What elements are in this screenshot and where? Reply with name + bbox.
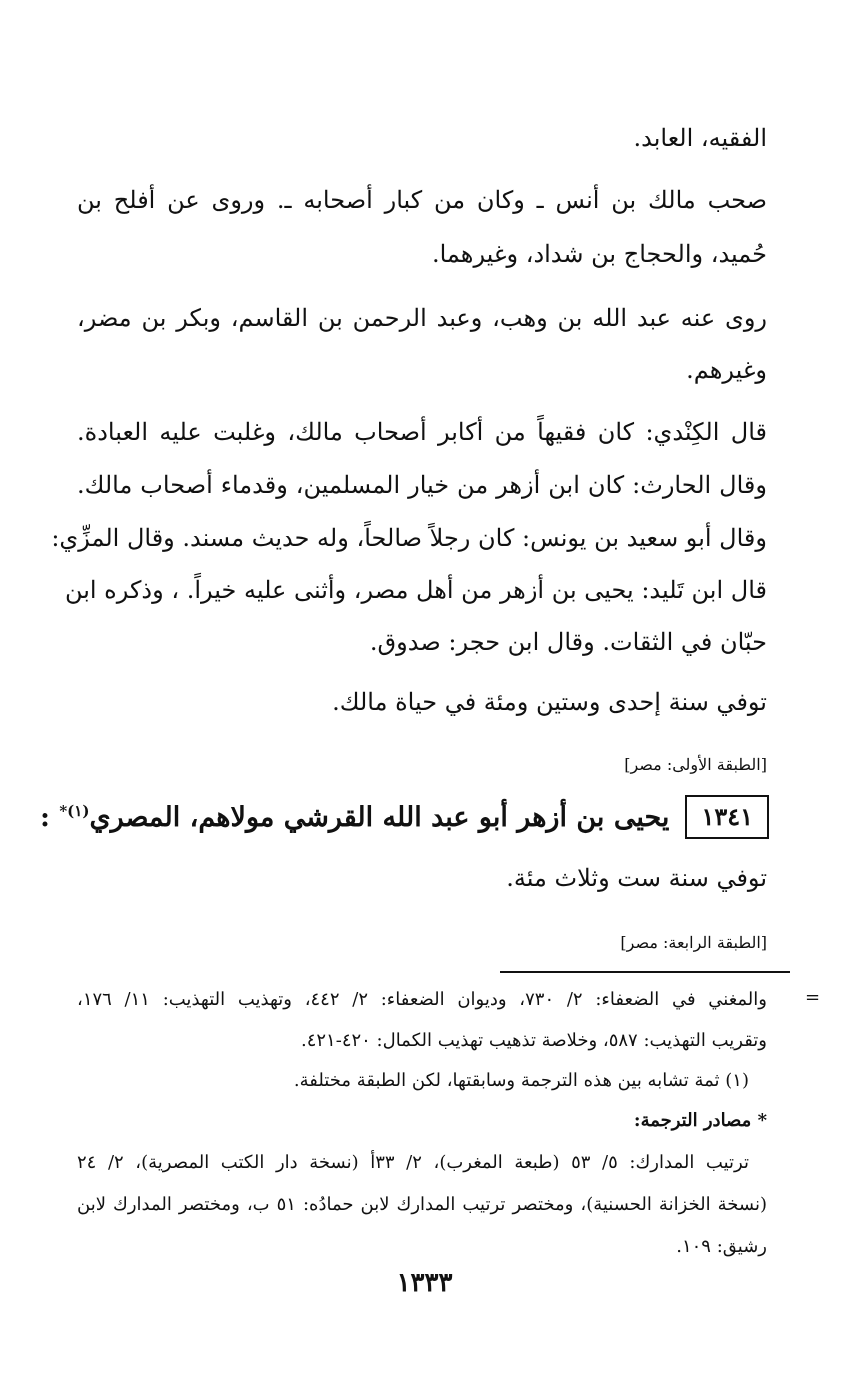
footnote-line: (نسخة الخزانة الحسنية)، ومختصر ترتيب المدارك لابن حمادُه: ٥١ ب، ومختصر المدارك لابن bbox=[77, 1194, 767, 1215]
footnote-heading: * مصادر الترجمة: bbox=[633, 1110, 767, 1131]
body-line: وغيرهم. bbox=[686, 356, 767, 384]
body-line: حبّان في الثقات. وقال ابن حجر: صدوق. bbox=[369, 628, 767, 656]
footnote-line: رشيق: ١٠٩. bbox=[676, 1236, 767, 1257]
entry-title bbox=[40, 802, 670, 833]
continuation-mark: = bbox=[805, 987, 821, 1008]
body-line: الفقيه، العابد. bbox=[633, 124, 767, 152]
tabaqa-label: [الطبقة الأولى: مصر] bbox=[624, 755, 767, 774]
body-line: حُميد، والحجاج بن شداد، وغيرهما. bbox=[431, 240, 767, 268]
body-line: وقال الحارث: كان ابن أزهر من خيار المسلمين، وقدماء أصحاب مالك. bbox=[77, 471, 767, 499]
body-line: توفي سنة إحدى وستين ومئة في حياة مالك. bbox=[332, 688, 767, 716]
entry-death: توفي سنة ست وثلاث مئة. bbox=[506, 864, 767, 892]
footnote-line: وتقريب التهذيب: ٥٨٧، وخلاصة تذهيب تهذيب الكمال: ٤٢٠-٤٢١. bbox=[300, 1030, 767, 1051]
page-number: ١٣٣٣ bbox=[396, 1268, 453, 1298]
entry-colon: : bbox=[39, 801, 50, 833]
footnote-line: ترتيب المدارك: ٥/ ٥٣ (طبعة المغرب)، ٢/ ٣٣أ (نسخة دار الكتب المصرية)، ٢/ ٢٤ bbox=[77, 1152, 749, 1173]
body-line: روى عنه عبد الله بن وهب، وعبد الرحمن بن القاسم، وبكر بن مضر، bbox=[77, 304, 767, 332]
footnote-divider bbox=[500, 971, 790, 973]
entry-number: ١٣٤١ bbox=[685, 795, 769, 839]
body-line: وقال أبو سعيد بن يونس: كان رجلاً صالحاً، وله حديث مسند. وقال المزِّي: bbox=[51, 524, 767, 552]
body-line: قال الكِنْدي: كان فقيهاً من أكابر أصحاب مالك، وغلبت عليه العبادة. bbox=[77, 418, 767, 446]
tabaqa-label: [الطبقة الرابعة: مصر] bbox=[620, 933, 767, 952]
entry-heading bbox=[39, 795, 769, 839]
footnote-marker: (١)* bbox=[59, 801, 90, 820]
footnote-line: والمغني في الضعفاء: ٢/ ٧٣٠، وديوان الضعفاء: ٢/ ٤٤٢، وتهذيب التهذيب: ١١/ ١٧٦، bbox=[77, 989, 767, 1010]
body-line: صحب مالك بن أنس ـ وكان من كبار أصحابه ـ. وروى عن أفلح بن bbox=[77, 186, 767, 214]
entry-title-text: يحيى بن أزهر أبو عبد الله القرشي مولاهم، المصري bbox=[89, 801, 670, 833]
footnote-line: (١) ثمة تشابه بين هذه الترجمة وسابقتها، لكن الطبقة مختلفة. bbox=[293, 1070, 749, 1091]
body-line: قال ابن تَليد: يحيى بن أزهر من أهل مصر، وأثنى عليه خيراً. ، وذكره ابن bbox=[64, 576, 767, 604]
